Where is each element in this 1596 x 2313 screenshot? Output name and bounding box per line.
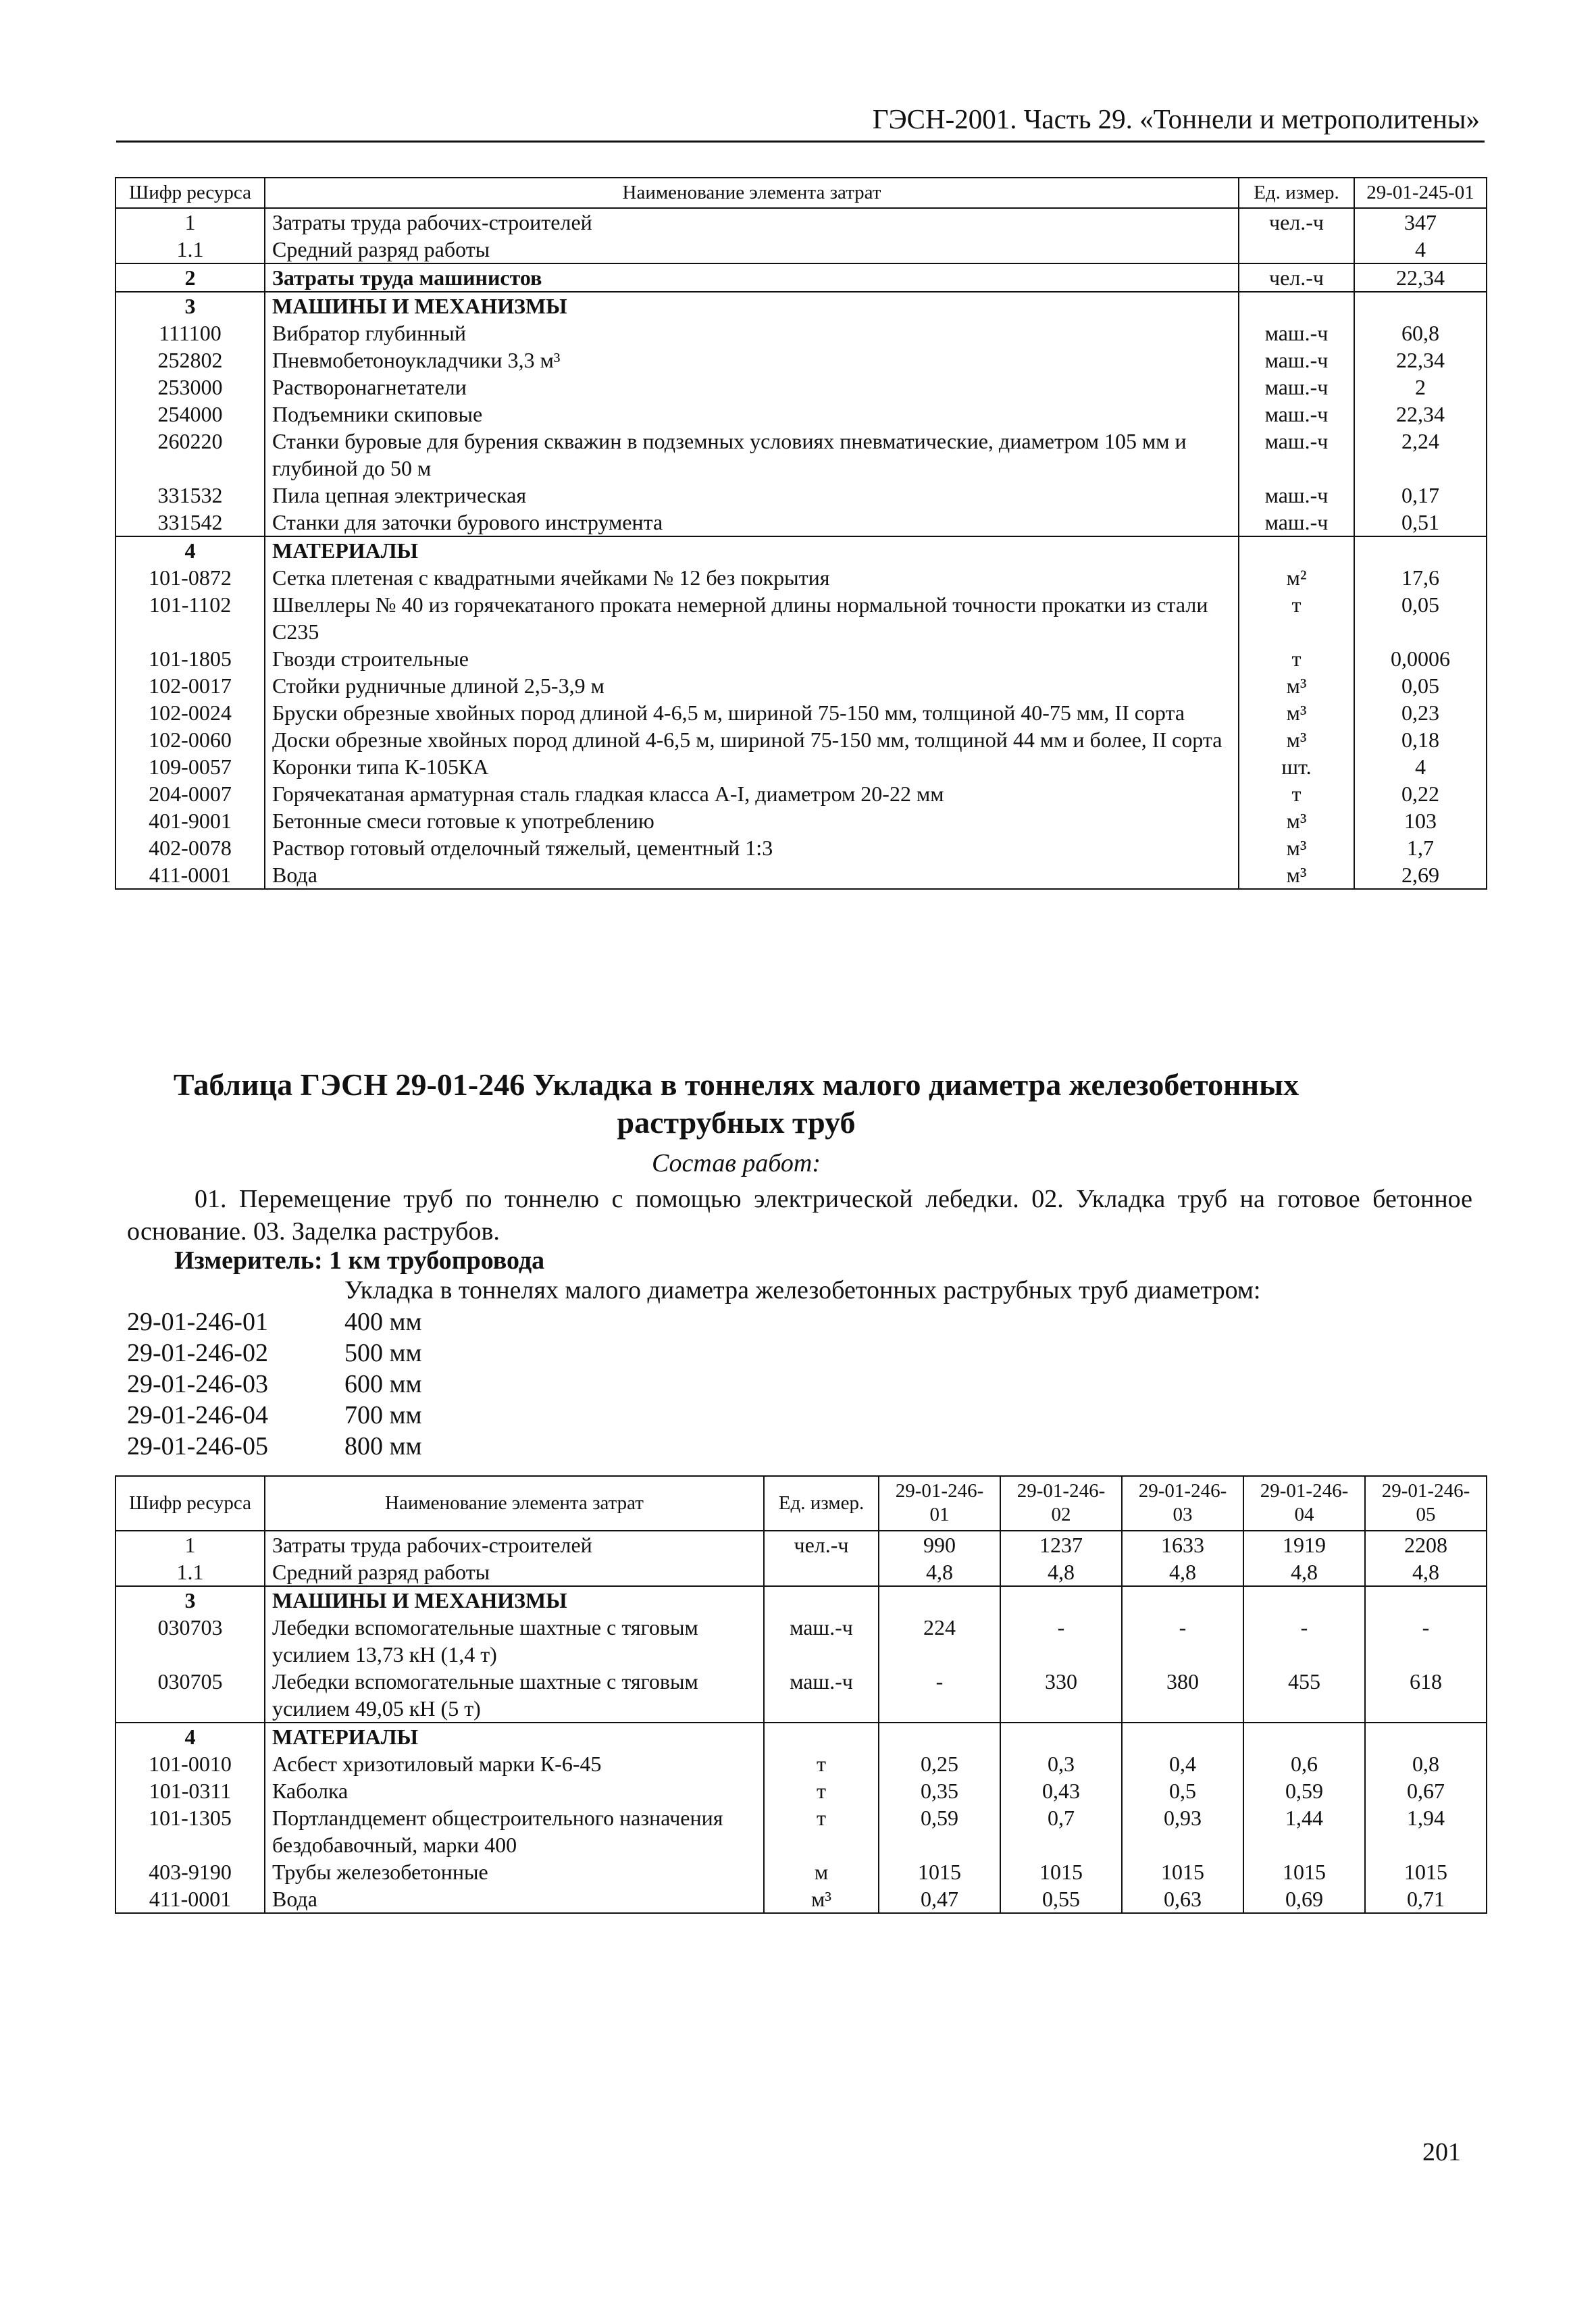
table-row bbox=[115, 428, 1487, 482]
variant-size: 400 мм bbox=[344, 1308, 422, 1336]
cell-value: 0,18 bbox=[1354, 726, 1487, 753]
cell-value: 0,6 bbox=[1243, 1750, 1365, 1777]
cell-code: 402-0078 bbox=[149, 836, 232, 861]
variant-code: 29-01-246-01 bbox=[127, 1308, 268, 1336]
cell-value: 1015 bbox=[1243, 1858, 1365, 1885]
variant-list bbox=[127, 1306, 422, 1462]
cell-value bbox=[1000, 1723, 1122, 1750]
cell-value bbox=[1365, 1723, 1487, 1750]
cell-name: Затраты труда рабочих-строителей bbox=[265, 208, 1239, 236]
table-row bbox=[115, 591, 1487, 645]
header-code: Шифр ресурса bbox=[115, 178, 265, 208]
variant-row bbox=[127, 1338, 422, 1369]
cell-name: Асбест хризотиловый марки К-6-45 bbox=[265, 1750, 764, 1777]
page-number: 201 bbox=[1422, 2138, 1461, 2166]
cell-value: 0,22 bbox=[1354, 780, 1487, 807]
table-row bbox=[115, 1804, 1487, 1858]
cell-name: Вода bbox=[265, 861, 1239, 889]
variant-size: 700 мм bbox=[344, 1401, 422, 1429]
cell-code: 101-1102 bbox=[149, 592, 232, 617]
table-header-row bbox=[115, 178, 1487, 208]
table-row bbox=[115, 1668, 1487, 1723]
cell-unit bbox=[764, 1723, 879, 1750]
meter-line: Измеритель: 1 км трубопровода bbox=[174, 1246, 545, 1275]
cell-unit: м bbox=[764, 1858, 879, 1885]
cell-name: Лебедки вспомогательные шахтные с тяговым усилием 13,73 кН (1,4 т) bbox=[265, 1614, 764, 1668]
cell-code: 331542 bbox=[157, 510, 223, 535]
cell-value: 330 bbox=[1000, 1668, 1122, 1723]
table-row bbox=[115, 1531, 1487, 1558]
cell-name: Доски обрезные хвойных пород длиной 4-6,5 м, шириной 75-150 мм, толщиной 44 мм и более, II сорта bbox=[265, 726, 1239, 753]
cell-unit: т bbox=[1239, 780, 1354, 807]
cell-value: 1,94 bbox=[1365, 1804, 1487, 1858]
composition-text: 01. Перемещение труб по тоннелю с помощью электрической лебедки. 02. Укладка труб на готовое бетонное основание. 03. Заделка раструбов. bbox=[127, 1185, 1472, 1246]
cell-name: Лебедки вспомогательные шахтные с тяговым усилием 49,05 кН (5 т) bbox=[265, 1668, 764, 1723]
cell-unit: маш.-ч bbox=[1239, 320, 1354, 347]
variant-code: 29-01-246-05 bbox=[127, 1432, 268, 1460]
table-row bbox=[115, 347, 1487, 374]
cell-value: 0,55 bbox=[1000, 1885, 1122, 1913]
cell-value: 1919 bbox=[1243, 1531, 1365, 1558]
cell-code: 1 bbox=[184, 210, 196, 235]
cell-unit: т bbox=[1239, 591, 1354, 645]
cell-value: 618 bbox=[1365, 1668, 1487, 1723]
cell-name: Гвозди строительные bbox=[265, 645, 1239, 672]
table-row bbox=[115, 753, 1487, 780]
cell-name: Швеллеры № 40 из горячекатаного проката немерной длины нормальной точности прокатки из стали С235 bbox=[265, 591, 1239, 645]
cell-value: 380 bbox=[1122, 1668, 1243, 1723]
variant-code: 29-01-246-02 bbox=[127, 1339, 268, 1367]
table-row bbox=[115, 834, 1487, 861]
cell-code: 1.1 bbox=[176, 237, 204, 262]
cell-value: 4 bbox=[1354, 236, 1487, 263]
cell-value: 1,7 bbox=[1354, 834, 1487, 861]
cell-code: 030705 bbox=[157, 1669, 223, 1694]
table-section-row bbox=[115, 1586, 1487, 1614]
cell-code: 204-0007 bbox=[149, 782, 232, 807]
cell-unit: м³ bbox=[1239, 861, 1354, 889]
cell-value bbox=[879, 1723, 1000, 1750]
cell-value: 1015 bbox=[879, 1858, 1000, 1885]
cell-value: 22,34 bbox=[1354, 347, 1487, 374]
cell-value bbox=[1243, 1586, 1365, 1614]
cell-name: Вода bbox=[265, 1885, 764, 1913]
cell-name: Коронки типа К-105КА bbox=[265, 753, 1239, 780]
cell-value: 0,7 bbox=[1000, 1804, 1122, 1858]
cell-value: 2 bbox=[1354, 374, 1487, 401]
cell-code: 1 bbox=[184, 1532, 196, 1557]
cell-name: Бруски обрезные хвойных пород длиной 4-6,5 м, шириной 75-150 мм, толщиной 40-75 мм, II сорта bbox=[265, 699, 1239, 726]
cell-code: 102-0024 bbox=[149, 701, 232, 726]
cell-unit: м³ bbox=[1239, 834, 1354, 861]
cell-value: - bbox=[879, 1668, 1000, 1723]
cell-code: 3 bbox=[115, 1586, 265, 1614]
cell-code: 101-0010 bbox=[149, 1751, 232, 1776]
cell-unit: маш.-ч bbox=[1239, 428, 1354, 482]
cell-value: 4,8 bbox=[879, 1558, 1000, 1586]
cell-value bbox=[1354, 536, 1487, 564]
cell-code: 331532 bbox=[157, 483, 223, 508]
variant-row bbox=[127, 1369, 422, 1400]
cell-code: 4 bbox=[115, 1723, 265, 1750]
cell-name: Портландцемент общестроительного назначения бездобавочный, марки 400 bbox=[265, 1804, 764, 1858]
cell-value: 22,34 bbox=[1354, 401, 1487, 428]
cell-name: Затраты труда машинистов bbox=[265, 263, 1239, 292]
cell-value bbox=[1122, 1586, 1243, 1614]
table-body bbox=[115, 208, 1487, 889]
cell-code: 111100 bbox=[159, 321, 222, 346]
cell-value: 347 bbox=[1354, 208, 1487, 236]
cell-name: Раствор готовый отделочный тяжелый, цементный 1:3 bbox=[265, 834, 1239, 861]
cell-value: 0,05 bbox=[1354, 591, 1487, 645]
header-code: Шифр ресурса bbox=[115, 1476, 265, 1531]
cell-value: 4,8 bbox=[1122, 1558, 1243, 1586]
cell-value: 1237 bbox=[1000, 1531, 1122, 1558]
cell-code: 101-0311 bbox=[149, 1778, 232, 1803]
intro-line: Укладка в тоннелях малого диаметра железобетонных раструбных труб диаметром: bbox=[344, 1276, 1261, 1304]
resource-table-245 bbox=[115, 177, 1487, 890]
cell-unit: маш.-ч bbox=[1239, 401, 1354, 428]
header-value: 29-01-245-01 bbox=[1354, 178, 1487, 208]
cell-code: 411-0001 bbox=[149, 1886, 232, 1911]
cell-value: 0,0006 bbox=[1354, 645, 1487, 672]
cell-code: 030703 bbox=[157, 1615, 223, 1640]
cell-unit: шт. bbox=[1239, 753, 1354, 780]
cell-value: 1,44 bbox=[1243, 1804, 1365, 1858]
cell-value: 0,23 bbox=[1354, 699, 1487, 726]
cell-value bbox=[1243, 1723, 1365, 1750]
cell-name: Станки буровые для бурения скважин в подземных условиях пневматические, диаметром 105 мм и глубиной до 50 м bbox=[265, 428, 1239, 482]
cell-value: 4 bbox=[1354, 753, 1487, 780]
cell-value: 0,17 bbox=[1354, 482, 1487, 509]
header-rule bbox=[116, 141, 1485, 143]
cell-value: 1015 bbox=[1000, 1858, 1122, 1885]
cell-value: 0,67 bbox=[1365, 1777, 1487, 1804]
cell-value bbox=[1354, 292, 1487, 320]
cell-value: 0,3 bbox=[1000, 1750, 1122, 1777]
cell-unit: м³ bbox=[1239, 807, 1354, 834]
table-row bbox=[115, 1777, 1487, 1804]
cell-code: 403-9190 bbox=[149, 1859, 232, 1884]
section-title bbox=[128, 1066, 1344, 1142]
header-unit: Ед. измер. bbox=[764, 1476, 879, 1531]
cell-unit: м³ bbox=[1239, 726, 1354, 753]
table-section-row bbox=[115, 292, 1487, 320]
cell-unit: чел.-ч bbox=[1239, 208, 1354, 236]
cell-name: Средний разряд работы bbox=[265, 1558, 764, 1586]
cell-value: 1015 bbox=[1122, 1858, 1243, 1885]
table-row bbox=[115, 726, 1487, 753]
table-row bbox=[115, 482, 1487, 509]
cell-unit: м³ bbox=[1239, 672, 1354, 699]
header-variant: 29-01-246-02 bbox=[1000, 1476, 1122, 1531]
cell-value: 1633 bbox=[1122, 1531, 1243, 1558]
cell-code: 252802 bbox=[157, 348, 223, 373]
cell-value: - bbox=[1365, 1614, 1487, 1668]
cell-name: Трубы железобетонные bbox=[265, 1858, 764, 1885]
cell-unit bbox=[764, 1586, 879, 1614]
variant-row bbox=[127, 1400, 422, 1431]
cell-unit: чел.-ч bbox=[1239, 263, 1354, 292]
cell-value: 2,69 bbox=[1354, 861, 1487, 889]
running-header: ГЭСН-2001. Часть 29. «Тоннели и метрополитены» bbox=[872, 103, 1480, 134]
cell-code: 411-0001 bbox=[149, 863, 232, 888]
cell-value: 455 bbox=[1243, 1668, 1365, 1723]
cell-unit bbox=[1239, 236, 1354, 263]
table-row bbox=[115, 807, 1487, 834]
cell-value: 2,24 bbox=[1354, 428, 1487, 482]
cell-value: 0,5 bbox=[1122, 1777, 1243, 1804]
cell-unit bbox=[1239, 536, 1354, 564]
cell-name: МАШИНЫ И МЕХАНИЗМЫ bbox=[265, 1586, 764, 1614]
cell-value: 0,25 bbox=[879, 1750, 1000, 1777]
variant-row bbox=[127, 1431, 422, 1462]
cell-code: 4 bbox=[115, 536, 265, 564]
cell-name: Подъемники скиповые bbox=[265, 401, 1239, 428]
table-section-row bbox=[115, 263, 1487, 292]
cell-value: 2208 bbox=[1365, 1531, 1487, 1558]
cell-unit: чел.-ч bbox=[764, 1531, 879, 1558]
table-row bbox=[115, 236, 1487, 263]
cell-value: 224 bbox=[879, 1614, 1000, 1668]
cell-name: Пила цепная электрическая bbox=[265, 482, 1239, 509]
cell-value: 4,8 bbox=[1243, 1558, 1365, 1586]
cell-name: Горячекатаная арматурная сталь гладкая класса А-I, диаметром 20-22 мм bbox=[265, 780, 1239, 807]
table-row bbox=[115, 645, 1487, 672]
cell-name: Стойки рудничные длиной 2,5-3,9 м bbox=[265, 672, 1239, 699]
header-variant: 29-01-246-04 bbox=[1243, 1476, 1365, 1531]
cell-name: Средний разряд работы bbox=[265, 236, 1239, 263]
resource-table-246 bbox=[115, 1475, 1487, 1914]
cell-name: Станки для заточки бурового инструмента bbox=[265, 509, 1239, 536]
variant-code: 29-01-246-04 bbox=[127, 1401, 268, 1429]
cell-value bbox=[1365, 1586, 1487, 1614]
table-row bbox=[115, 861, 1487, 889]
cell-name: Сетка плетеная с квадратными ячейками № 12 без покрытия bbox=[265, 564, 1239, 591]
cell-unit: маш.-ч bbox=[1239, 509, 1354, 536]
variant-size: 600 мм bbox=[344, 1370, 422, 1398]
table-row bbox=[115, 401, 1487, 428]
cell-code: 1.1 bbox=[176, 1559, 204, 1584]
cell-name: Пневмобетоноукладчики 3,3 м³ bbox=[265, 347, 1239, 374]
cell-value: 0,51 bbox=[1354, 509, 1487, 536]
table-section-row bbox=[115, 536, 1487, 564]
cell-code: 102-0017 bbox=[149, 673, 232, 698]
cell-value: 0,05 bbox=[1354, 672, 1487, 699]
cell-code: 3 bbox=[115, 292, 265, 320]
cell-unit: т bbox=[764, 1777, 879, 1804]
cell-code: 101-1305 bbox=[149, 1805, 232, 1830]
cell-value: 4,8 bbox=[1365, 1558, 1487, 1586]
cell-code: 2 bbox=[115, 263, 265, 292]
section-title-line-2: раструбных труб bbox=[617, 1105, 856, 1140]
cell-value: 990 bbox=[879, 1531, 1000, 1558]
cell-value: 0,71 bbox=[1365, 1885, 1487, 1913]
table-section-row bbox=[115, 1723, 1487, 1750]
variant-row bbox=[127, 1306, 422, 1338]
cell-value: - bbox=[1243, 1614, 1365, 1668]
cell-value: 0,59 bbox=[1243, 1777, 1365, 1804]
cell-code: 401-9001 bbox=[149, 809, 232, 834]
cell-value bbox=[1000, 1586, 1122, 1614]
cell-code: 254000 bbox=[157, 402, 223, 427]
header-name: Наименование элемента затрат bbox=[265, 178, 1239, 208]
cell-name: Бетонные смеси готовые к употреблению bbox=[265, 807, 1239, 834]
cell-value: 0,35 bbox=[879, 1777, 1000, 1804]
cell-value: 0,63 bbox=[1122, 1885, 1243, 1913]
cell-unit: маш.-ч bbox=[1239, 374, 1354, 401]
cell-value: 0,93 bbox=[1122, 1804, 1243, 1858]
cell-value: - bbox=[1122, 1614, 1243, 1668]
cell-unit: т bbox=[764, 1804, 879, 1858]
cell-value bbox=[1122, 1723, 1243, 1750]
cell-code: 101-1805 bbox=[149, 646, 232, 671]
cell-name: Затраты труда рабочих-строителей bbox=[265, 1531, 764, 1558]
cell-code: 101-0872 bbox=[149, 565, 232, 590]
table-body bbox=[115, 1531, 1487, 1913]
cell-name: Вибратор глубинный bbox=[265, 320, 1239, 347]
cell-unit: т bbox=[764, 1750, 879, 1777]
table-row bbox=[115, 374, 1487, 401]
cell-code: 253000 bbox=[157, 375, 223, 400]
cell-value: 0,43 bbox=[1000, 1777, 1122, 1804]
table-row bbox=[115, 509, 1487, 536]
cell-unit bbox=[764, 1558, 879, 1586]
cell-unit: м³ bbox=[764, 1885, 879, 1913]
cell-value: 0,59 bbox=[879, 1804, 1000, 1858]
table-row bbox=[115, 1885, 1487, 1913]
cell-unit bbox=[1239, 292, 1354, 320]
cell-value: 4,8 bbox=[1000, 1558, 1122, 1586]
cell-value: 103 bbox=[1354, 807, 1487, 834]
cell-unit: маш.-ч bbox=[764, 1668, 879, 1723]
cell-unit: м³ bbox=[1239, 699, 1354, 726]
variant-size: 500 мм bbox=[344, 1339, 422, 1367]
table-row bbox=[115, 699, 1487, 726]
cell-name: Растворонагнетатели bbox=[265, 374, 1239, 401]
table-header-row bbox=[115, 1476, 1487, 1531]
table-row bbox=[115, 1614, 1487, 1668]
table-row bbox=[115, 780, 1487, 807]
cell-code: 109-0057 bbox=[149, 755, 232, 780]
cell-value: 0,8 bbox=[1365, 1750, 1487, 1777]
cell-unit: м² bbox=[1239, 564, 1354, 591]
cell-value: 0,69 bbox=[1243, 1885, 1365, 1913]
cell-name: МАТЕРИАЛЫ bbox=[265, 1723, 764, 1750]
cell-value: 60,8 bbox=[1354, 320, 1487, 347]
header-variant: 29-01-246-01 bbox=[879, 1476, 1000, 1531]
header-name: Наименование элемента затрат bbox=[265, 1476, 764, 1531]
table-row bbox=[115, 1750, 1487, 1777]
table-row bbox=[115, 1558, 1487, 1586]
cell-unit: маш.-ч bbox=[1239, 347, 1354, 374]
table-row bbox=[115, 320, 1487, 347]
cell-unit: маш.-ч bbox=[764, 1614, 879, 1668]
cell-name: Каболка bbox=[265, 1777, 764, 1804]
header-variant: 29-01-246-05 bbox=[1365, 1476, 1487, 1531]
cell-value: 0,47 bbox=[879, 1885, 1000, 1913]
cell-unit: маш.-ч bbox=[1239, 482, 1354, 509]
cell-value: 22,34 bbox=[1354, 263, 1487, 292]
cell-code: 102-0060 bbox=[149, 728, 232, 753]
table-row bbox=[115, 1858, 1487, 1885]
cell-name: МАШИНЫ И МЕХАНИЗМЫ bbox=[265, 292, 1239, 320]
table-row bbox=[115, 564, 1487, 591]
cell-value: 0,4 bbox=[1122, 1750, 1243, 1777]
section-title-line-1: Таблица ГЭСН 29-01-246 Укладка в тоннелях малого диаметра железобетонных bbox=[173, 1067, 1299, 1102]
cell-unit: т bbox=[1239, 645, 1354, 672]
cell-name: МАТЕРИАЛЫ bbox=[265, 536, 1239, 564]
header-unit: Ед. измер. bbox=[1239, 178, 1354, 208]
cell-value: 1015 bbox=[1365, 1858, 1487, 1885]
variant-size: 800 мм bbox=[344, 1432, 422, 1460]
header-variant: 29-01-246-03 bbox=[1122, 1476, 1243, 1531]
table-row bbox=[115, 672, 1487, 699]
cell-value: - bbox=[1000, 1614, 1122, 1668]
composition-label: Состав работ: bbox=[651, 1149, 821, 1177]
table-row bbox=[115, 208, 1487, 236]
cell-code: 260220 bbox=[157, 429, 223, 454]
variant-code: 29-01-246-03 bbox=[127, 1370, 268, 1398]
cell-value bbox=[879, 1586, 1000, 1614]
cell-value: 17,6 bbox=[1354, 564, 1487, 591]
